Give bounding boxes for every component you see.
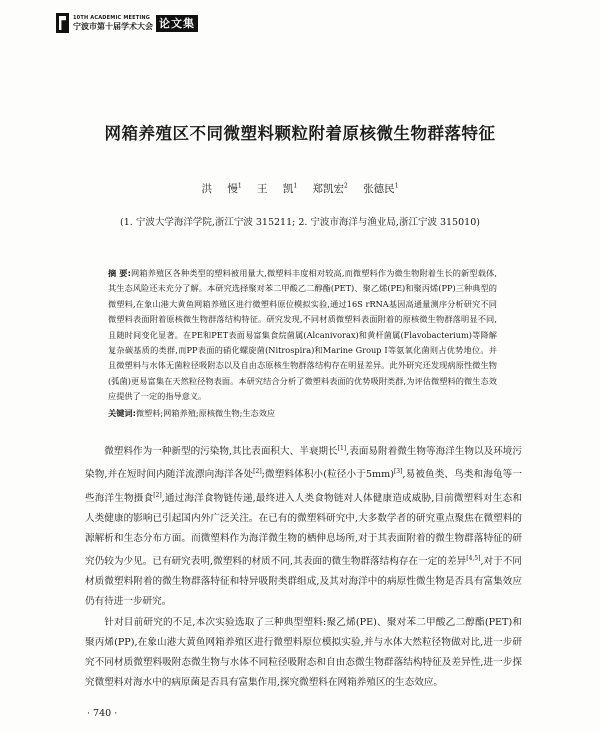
citation-ref: [3] (393, 468, 403, 476)
conference-logo (56, 10, 198, 36)
abstract-text: 网箱养殖区各种类型的塑料被用量大,微塑料丰度相对较高,而微塑料作为微生物附着生长的新型载体,其生态风险还未充分了解。本研究选择聚对苯二甲酸乙二醇酯(PET)、聚乙烯(PE)和聚丙烯(PP)三种典型的微塑料,在象山港大黄鱼网箱养殖区进行微塑料原位模拟实验,通过16S rRNA基因高通量测序分析研究不同微塑料表面附着原核微生物群落结构特征。研究发现,不同材质微塑料表面附着的原核微生物群落明显不同,且随时间变化显著。在PE和PET表面易富集食烷菌属(Alcanivorax)和黄杆菌属(Flavobacterium)等降解复杂碳基质的类群,而PP表面的硝化螺旋菌(Nitrospira)和Marine Group I等氨氧化菌则占优势地位。并且微塑料与水体无菌粒径吸附态以及自由态原核生物群落结构存在明显差异。此外研究还发现病原性微生物(弧菌)更易富集在天然粒径物表面。本研究结合分析了微塑料表面的优势吸附类群,为评估微塑料的微生态效应提供了一定的指导意义。 (108, 268, 497, 402)
citation-ref: [2] (153, 491, 162, 499)
author-list (0, 181, 600, 196)
affiliation-line: (1. 宁波大学海洋学院,浙江宁波 315211; 2. 宁波市海洋与渔业局,浙江宁波 315010) (120, 217, 480, 228)
body-paragraph: 微塑料作为一种新型的污染物,其比表面积大、半衰期长[1],表面易附着微生物等海洋生物以及环境污染物,并在短时间内随洋流漂向海洋各处[2];微塑料体积小(粒径小于5mm)[3],易被鱼类、鸟类和海龟等一些海洋生物摄食[2],通过海洋食物链传递,最终进入人类食物链对人体健康造成威胁,目前微塑料对生态和人类健康的影响已引起国内外广泛关注。在已有的微塑料研究中,大多数学者的研究重点聚焦在微塑料的源解析和生态分布方面。而微塑料作为海洋微生物的栖伸息场所,对于其表面附着的微生物群落特征的研究仍较为少见。已有研究表明,微塑料的材质不同,其表面的微生物群落结构存在一定的差异[4,5],对于不同材质微塑料附着的微生物群落特征和特异吸附类群组成,及其对海洋中的病原性微生物是否具有富集效应仍有待进一步研究。 (85, 445, 522, 608)
paper-title: 网箱养殖区不同微塑料颗粒附着原核微生物群落特征 (104, 124, 496, 143)
author-name: 洪 慢$^1$ (201, 182, 242, 195)
logo-text-block (73, 16, 153, 31)
keywords-block (108, 407, 497, 419)
abstract-label: 摘 要: (108, 268, 131, 278)
body-paragraph: 针对目前研究的不足,本次实验选取了三种典型塑料:聚乙烯(PE)、聚对苯二甲酸乙二醇酯(PET)和聚丙烯(PP),在象山港大黄鱼网箱养殖区进行微塑料原位模拟实验,并与水体大然粒径物做对比,进一步研究不同材质微塑料吸附态微生物与水体不同粒径吸附态和自由态微生物群落结构特征及差异性,进一步探究微塑料对海水中的病原菌是否具有富集作用,探究微塑料在网箱养殖区的生态效应。 (85, 616, 522, 688)
conference-logo-icon (56, 13, 69, 33)
author-name: 王 凯$^1$ (257, 182, 298, 195)
logo-english-text: 10TH ACADEMIC MEETING (73, 14, 151, 21)
author-name: 郑凯宏$^2$ (312, 182, 348, 195)
keywords-text: 微塑料;网箱养殖;原核微生物;生态效应 (135, 408, 276, 418)
logo-chinese-text: 宁波市第十届学术大会 (73, 21, 153, 31)
author-name: 张德民$^1$ (363, 182, 399, 195)
citation-ref: [2] (253, 468, 262, 476)
page-number: · 740 · (87, 708, 118, 719)
section-badge: 论文集 (156, 15, 198, 32)
keywords-label: 关键词: (108, 408, 136, 418)
citation-ref: [4,5] (466, 555, 481, 563)
abstract-block (108, 266, 497, 405)
citation-ref: [1] (337, 445, 347, 452)
body-text (85, 439, 522, 693)
